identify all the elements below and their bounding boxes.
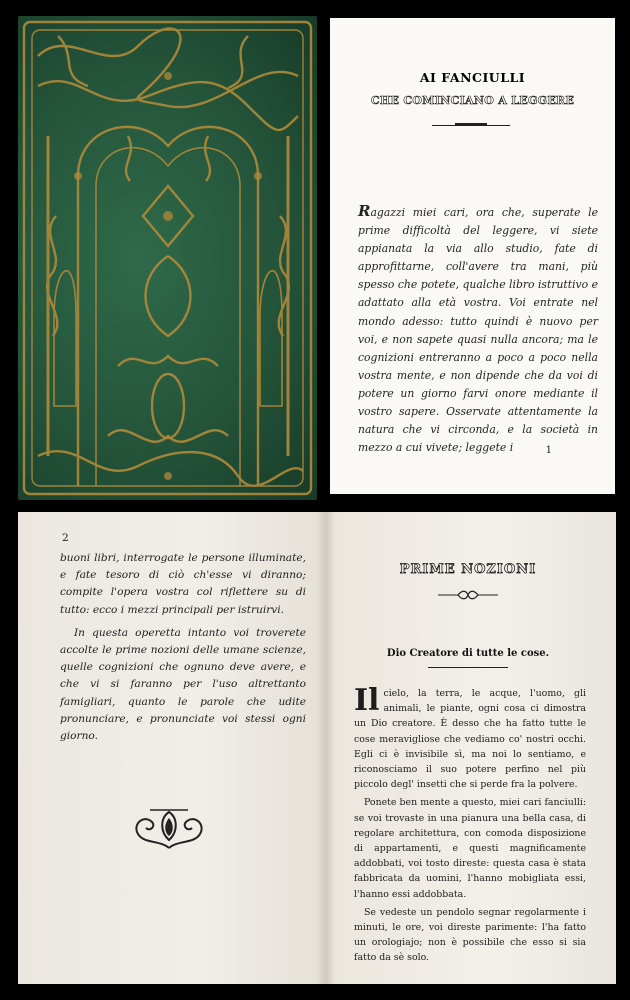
title-rule-accent xyxy=(455,123,487,125)
paragraph: Ponete ben mente a questo, miei cari fanciulli: se voi trovaste in una pianura una bella casa, di regolare architettura, con comoda disposizione di appartamenti, e questi magnificamente addobbati, voi tosto direste: questa casa è stata fabbricata da uomini, l'hanno mobigliata essi, l'hanno essi addobbata. xyxy=(354,797,586,900)
title-rule xyxy=(432,125,510,126)
paragraph: Se vedeste un pendolo segnar regolarmente i minuti, le ore, voi direste parimente: l'ha fatto un orologiajo; non è possibile che esso si sia fatto da sè solo. xyxy=(354,906,586,964)
right-page-body xyxy=(354,683,586,969)
paragraph-with-dropcap: Il cielo, la terra, le acque, l'uomo, gli animali, le piante, ogni cosa ci dimostra un Dio creatore. È desso che ha fatto tutte le cose meravigliose che vediamo co' nostri occhi. Egli ci è invisibile sì, ma noi lo sentiamo, e riconosciamo il suo potere perfino nel più piccolo degl' insetti che si perde fra la polvere. xyxy=(354,683,586,791)
heading-ornament xyxy=(436,590,500,600)
section-title: Dio Creatore di tutte le cose. xyxy=(386,648,550,659)
page-number: 2 xyxy=(62,532,69,544)
title-page-body: Ragazzi miei cari, ora che, superate le prime difficoltà del leggere, vi siete appianata la via allo studio, fate di approfittarne, coll'avere tra mani, più spesso che potete, qualche libro istruttivo e adattato alla età vostra. Voi entrate nel mondo adesso: tutto quindi è nuovo per voi, e non sapete quasi nulla ancora; ma le cognizioni entreranno a poco a poco nella vostra mente, e non dipende che da voi di potere un giorno farvi onore mediante il vostro sapere. Osservate attentamente la natura che vi circonda, e la società in mezzo a cui vivete; leggete i xyxy=(358,202,598,455)
paragraph: buoni libri, interrogate le persone illuminate, e fate tesoro di ciò ch'esse vi diranno; compite l'opera vostra col riflettere su di tutto: ecco i mezzi principali per istruirvi. xyxy=(60,552,306,616)
dropcap: Il xyxy=(354,683,380,718)
book-cover xyxy=(18,16,317,500)
paragraph: In questa operetta intanto voi troverete accolte le prime nozioni delle umane scienze, quelle cognizioni che ognuno deve avere, e che vi si faranno per l'uso altrettanto famigliari, quanto le parole che udite pronunciare, e pronunciate voi stessi ogni giorno. xyxy=(60,626,306,743)
open-book-spread xyxy=(18,512,616,984)
title-page-subtitle: CHE COMINCIANO A LEGGERE xyxy=(370,94,575,107)
ornate-cover-decoration xyxy=(18,16,317,500)
title-page-title: AI FANCIULLI xyxy=(419,70,526,85)
title-page xyxy=(330,18,615,494)
ornament-vignette xyxy=(130,804,208,852)
page-number: 1 xyxy=(545,445,552,456)
left-page-body xyxy=(60,550,306,751)
section-rule xyxy=(428,667,508,668)
chapter-heading: PRIME NOZIONI xyxy=(399,562,537,577)
